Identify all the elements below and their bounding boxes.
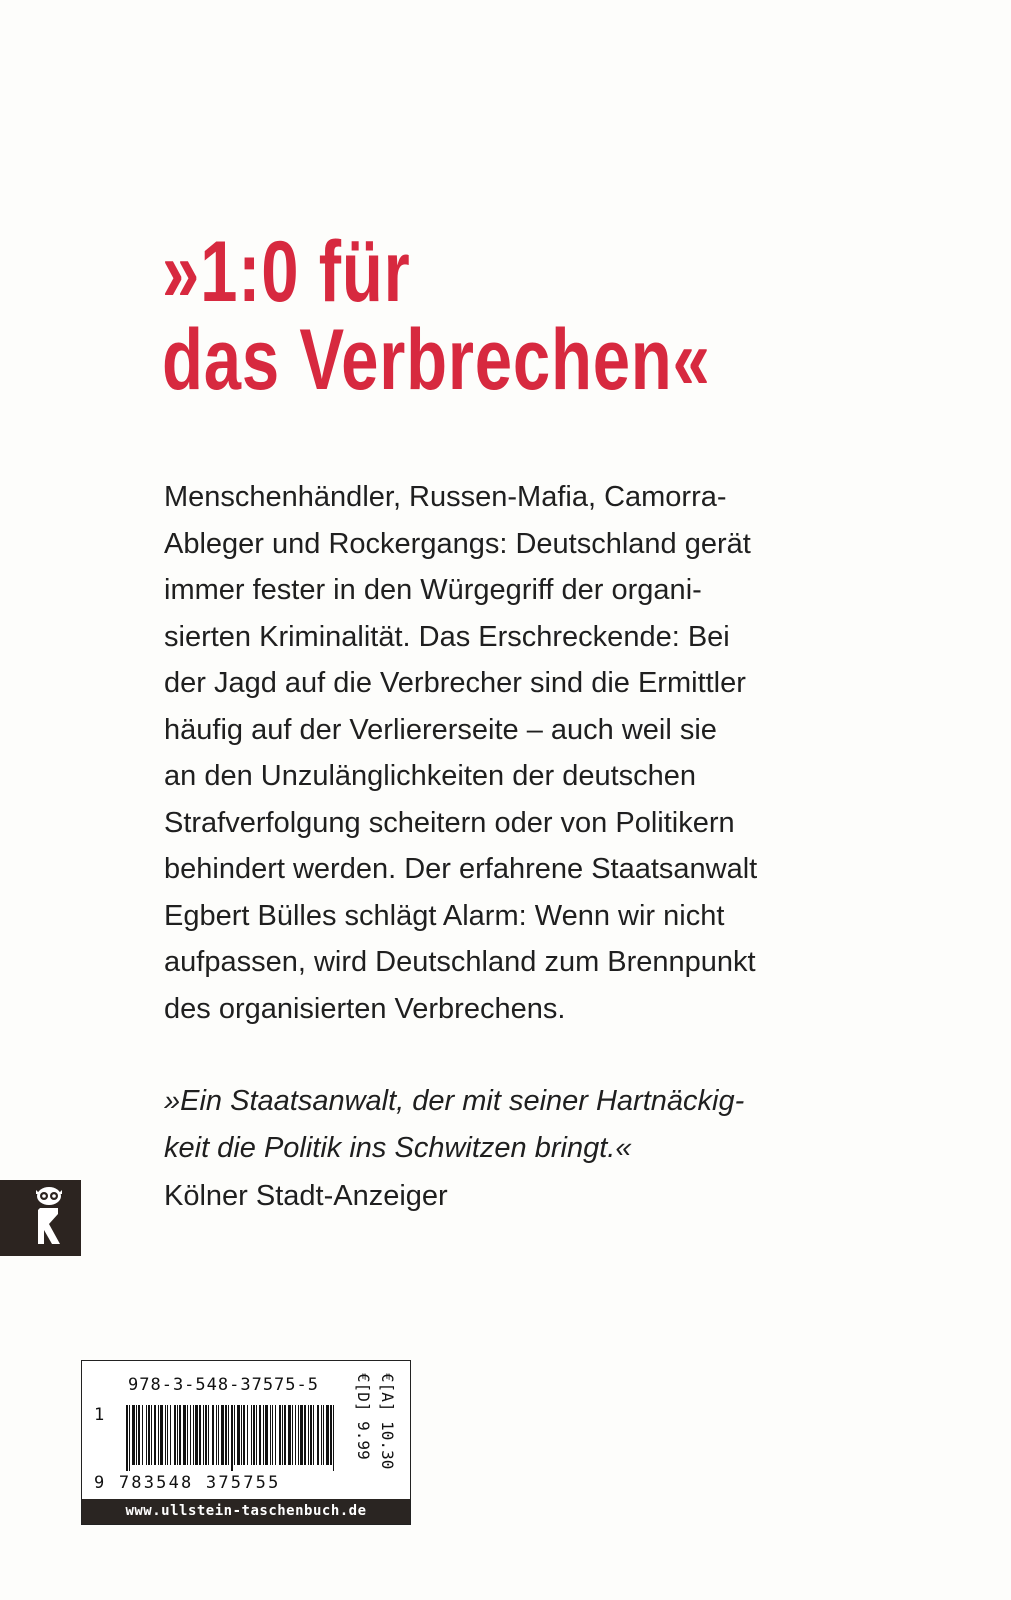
- blurb-line: behindert werden. Der erfahrene Staatsanwalt: [164, 853, 758, 885]
- barcode-bar: [212, 1405, 214, 1465]
- barcode-bar: [317, 1405, 319, 1465]
- blurb-line: häufig auf der Verliererseite – auch weil sie: [164, 713, 717, 746]
- barcode-bar: [187, 1405, 188, 1465]
- barcode-bar: [170, 1405, 171, 1465]
- barcode-bar: [300, 1405, 303, 1465]
- barcode-bar: [221, 1405, 224, 1465]
- price-block: [350, 1371, 406, 1495]
- barcode-bar: [282, 1405, 283, 1465]
- barcode-bar: [243, 1405, 245, 1465]
- press-quote: [164, 1078, 844, 1171]
- barcode-bars: [126, 1405, 340, 1471]
- barcode-bar: [208, 1405, 209, 1465]
- barcode-bar: [321, 1405, 322, 1465]
- barcode-bar: [323, 1405, 324, 1465]
- barcode-bar: [179, 1405, 181, 1465]
- barcode-bar: [160, 1405, 163, 1465]
- barcode-bar: [231, 1405, 233, 1471]
- barcode-bar: [298, 1405, 299, 1465]
- barcode-bar: [138, 1405, 140, 1465]
- barcode-bar: [234, 1405, 235, 1465]
- barcode-bar: [241, 1405, 242, 1465]
- barcode-bar: [228, 1405, 229, 1465]
- barcode-bar: [142, 1405, 143, 1465]
- publisher-url: www.ullstein-taschenbuch.de: [82, 1499, 410, 1524]
- barcode-bar: [205, 1405, 207, 1465]
- barcode-bar: [308, 1405, 309, 1465]
- blurb-line: Egbert Bülles schlägt Alarm: Wenn wir nicht: [164, 899, 725, 932]
- barcode-bar: [126, 1405, 128, 1471]
- barcode-lead-digit: 1: [94, 1405, 105, 1425]
- barcode-bar: [148, 1405, 150, 1465]
- price-at: €[A] 10.30: [378, 1373, 397, 1470]
- barcode-bar: [330, 1405, 332, 1465]
- owl-logo-icon: [0, 1180, 81, 1256]
- barcode-bar: [129, 1405, 130, 1471]
- barcode-bar: [183, 1405, 186, 1465]
- barcode-bar: [237, 1405, 240, 1465]
- barcode-bar: [199, 1405, 201, 1465]
- barcode-bar: [259, 1405, 261, 1465]
- barcode-bar: [132, 1405, 135, 1465]
- barcode-bar: [167, 1405, 168, 1465]
- barcode-bar: [310, 1405, 312, 1465]
- blurb-line: Menschenhändler, Russen-Mafia, Camorra-: [164, 481, 727, 513]
- barcode-bar: [288, 1405, 291, 1465]
- barcode-bar: [256, 1405, 257, 1465]
- barcode-bar: [146, 1405, 147, 1465]
- barcode-bar: [190, 1405, 191, 1465]
- barcode-bar: [263, 1405, 264, 1465]
- barcode-bar: [253, 1405, 255, 1465]
- quote-line: »Ein Staatsanwalt, der mit seiner Hartnäckig-: [164, 1085, 745, 1117]
- ean-digits: 9 783548 375755: [94, 1473, 281, 1493]
- barcode-bar: [272, 1405, 273, 1465]
- barcode-bar: [247, 1405, 248, 1465]
- barcode-bar: [295, 1405, 296, 1465]
- price-de: €[D] 9.99: [354, 1373, 373, 1460]
- barcode-bar: [225, 1405, 227, 1465]
- barcode-bar: [313, 1405, 314, 1465]
- blurb-line: des organisierten Verbrechens.: [164, 992, 566, 1025]
- barcode-bar: [304, 1405, 306, 1465]
- barcode-bar: [251, 1405, 252, 1465]
- barcode-bar: [203, 1405, 204, 1465]
- barcode-bar: [218, 1405, 219, 1465]
- barcode-bar: [326, 1405, 329, 1465]
- blurb-text: [164, 474, 844, 1032]
- barcode-bar: [158, 1405, 159, 1465]
- headline-line-1: »1:0 für: [162, 224, 411, 320]
- blurb-line: sierten Kriminalität. Das Erschreckende: Bei: [164, 620, 730, 653]
- blurb-line: Ableger und Rockergangs: Deutschland gerät: [164, 527, 751, 560]
- barcode-bar: [165, 1405, 166, 1465]
- barcode-bar: [275, 1405, 276, 1465]
- barcode-bar: [151, 1405, 152, 1465]
- barcode-bar: [154, 1405, 156, 1465]
- barcode-box: [81, 1360, 411, 1525]
- barcode-bar: [193, 1405, 194, 1465]
- barcode-bar: [174, 1405, 176, 1465]
- headline: [162, 224, 724, 408]
- barcode-bar: [216, 1405, 217, 1465]
- barcode-bar: [177, 1405, 178, 1465]
- quote-source: Kölner Stadt-Anzeiger: [164, 1180, 448, 1212]
- blurb-line: immer fester in den Würgegriff der organi-: [164, 574, 702, 606]
- quote-line: keit die Politik ins Schwitzen bringt.«: [164, 1131, 632, 1164]
- barcode-bar: [284, 1405, 286, 1465]
- blurb-line: an den Unzulänglichkeiten der deutschen: [164, 760, 697, 792]
- blurb-line: der Jagd auf die Verbrecher sind die Ermittler: [164, 667, 746, 699]
- barcode-bar: [195, 1405, 198, 1465]
- barcode-bar: [270, 1405, 271, 1465]
- barcode-bar: [333, 1405, 334, 1471]
- owl-logo-icon: [0, 1180, 81, 1256]
- blurb-line: aufpassen, wird Deutschland zum Brennpunkt: [164, 946, 756, 978]
- barcode-bar: [265, 1405, 268, 1465]
- barcode-bar: [279, 1405, 281, 1465]
- barcode-bar: [292, 1405, 293, 1465]
- isbn-number: 978-3-548-37575-5: [128, 1375, 319, 1395]
- blurb-line: Strafverfolgung scheitern oder von Politikern: [164, 806, 735, 839]
- headline-line-2: das Verbrechen«: [162, 312, 711, 408]
- barcode-bar: [136, 1405, 137, 1465]
